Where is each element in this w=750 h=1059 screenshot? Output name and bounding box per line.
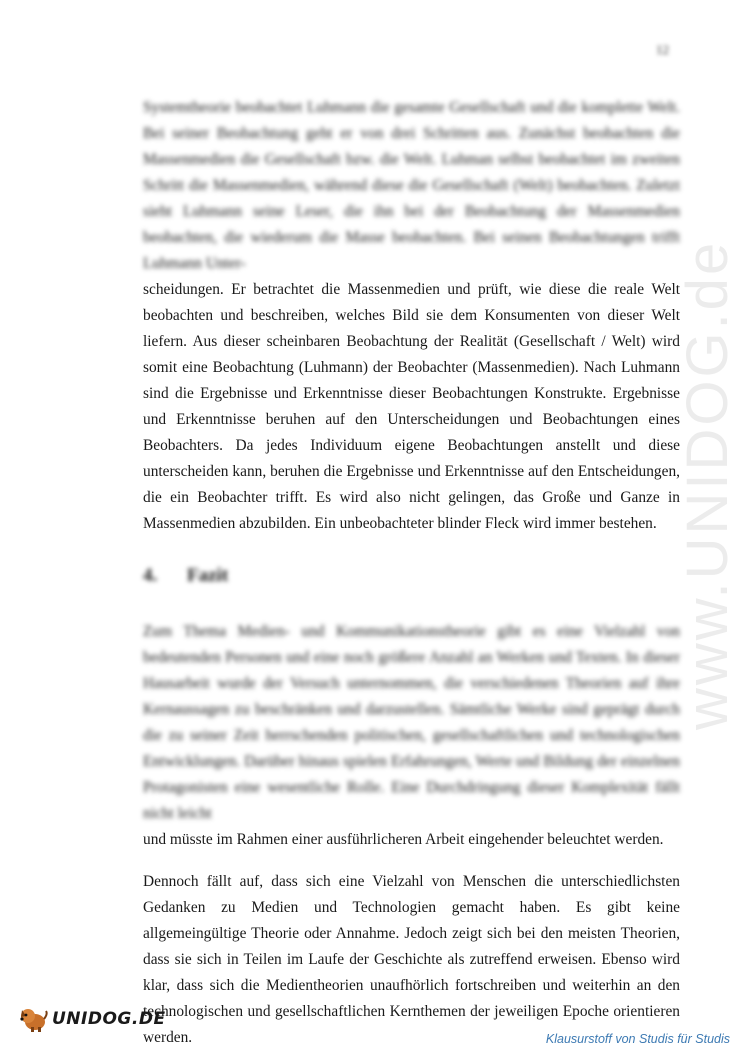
section-heading — [143, 563, 680, 589]
dog-icon — [18, 1006, 48, 1032]
paragraph-fazit-2: Dennoch fällt auf, dass sich eine Vielzahl von Menschen die unterschiedlichsten Gedanken zu Medien und Technologien gemacht haben. Es gibt keine allgemeingültige Theorie oder Annahme. Jedoch zeigt sich bei den meisten Theorien, dass sie sich in Teilen im Laufe der Geschichte als zutreffend erweisen. Ebenso wird klar, dass sich die Medientheorien unaufhörlich fortschreiben und weiterhin an den technologischen und gesellschaftlichen Kernthemen der jeweiligen Epoche orientieren werden. — [143, 873, 680, 1046]
section-number: 4. — [143, 565, 158, 586]
watermark: www.UNIDOG.de — [675, 239, 740, 730]
unidog-logo[interactable] — [18, 1006, 166, 1032]
paragraph-fazit-line: und müsste im Rahmen einer ausführlicheren Arbeit eingehender beleuchtet werden. — [143, 831, 664, 848]
document-body — [143, 95, 680, 1051]
page-number: 12 — [656, 42, 669, 57]
blurred-paragraph-top: Systemtheorie beobachtet Luhmann die gesamte Gesellschaft und die komplette Welt. Bei seiner Beobachtung geht er von drei Schritten aus. Zunächst beobachten die Massenmedien die Gesellschaft bzw. die Welt. Luhman selbst beobachtet im zweiten Schritt die Massenmedien, während diese die Gesellschaft (Welt) beobachten. Zuletzt sieht Luhmann seine Leser, die ihn bei der Beobachtung der Massenmedien beobachten, die wiederum die Masse beobachten. Bei seinen Beobachtungen trifft Luhmann Unter- — [143, 99, 680, 272]
paragraph-luhmann: scheidungen. Er betrachtet die Massenmedien und prüft, wie diese die reale Welt beobachten und beschreiben, welches Bild sie dem Konsumenten von dieser Welt liefern. Aus dieser scheinbaren Beobachtung der Realität (Gesellschaft / Welt) wird somit eine Beobachtung (Luhmann) der Beobachter (Massenmedien). Nach Luhmann sind die Ergebnisse und Erkenntnisse dieser Beobachtungen Konstrukte. Ergebnisse und Erkenntnisse beruhen auf den Unterscheidungen und Beobachtungen eines Beobachters. Da jedes Individuum eigene Beobachtungen anstellt und diese unterscheiden kann, beruhen die Ergebnisse und Erkenntnisse auf den Entscheidungen, die ein Beobachter trifft. Es wird also nicht gelingen, das Große und Ganze in Massenmedien abzubilden. Ein unbeobachteter blinder Fleck wird immer bestehen. — [143, 281, 680, 532]
footer-slogan: Klausurstoff von Studis für Studis — [545, 1032, 730, 1046]
logo-text: UNIDOG.DE — [52, 1009, 166, 1029]
section-title: Fazit — [187, 565, 229, 586]
blurred-paragraph-fazit: Zum Thema Medien- und Kommunikationstheorie gibt es eine Vielzahl von bedeutenden Personen und eine noch größere Anzahl an Werken und Texten. In dieser Hausarbeit wurde der Versuch unternommen, die verschiedenen Theorien auf ihre Kernaussagen zu beschränken und darzustellen. Sämtliche Werke sind geprägt durch die zu seiner Zeit herrschenden politischen, gesellschaftlichen und technologischen Entwicklungen. Darüber hinaus spielen Erfahrungen, Werte und Bildung der einzelnen Protagonisten eine wesentliche Rolle. Eine Durchdringung dieser Komplexität fällt nicht leicht — [143, 623, 680, 822]
